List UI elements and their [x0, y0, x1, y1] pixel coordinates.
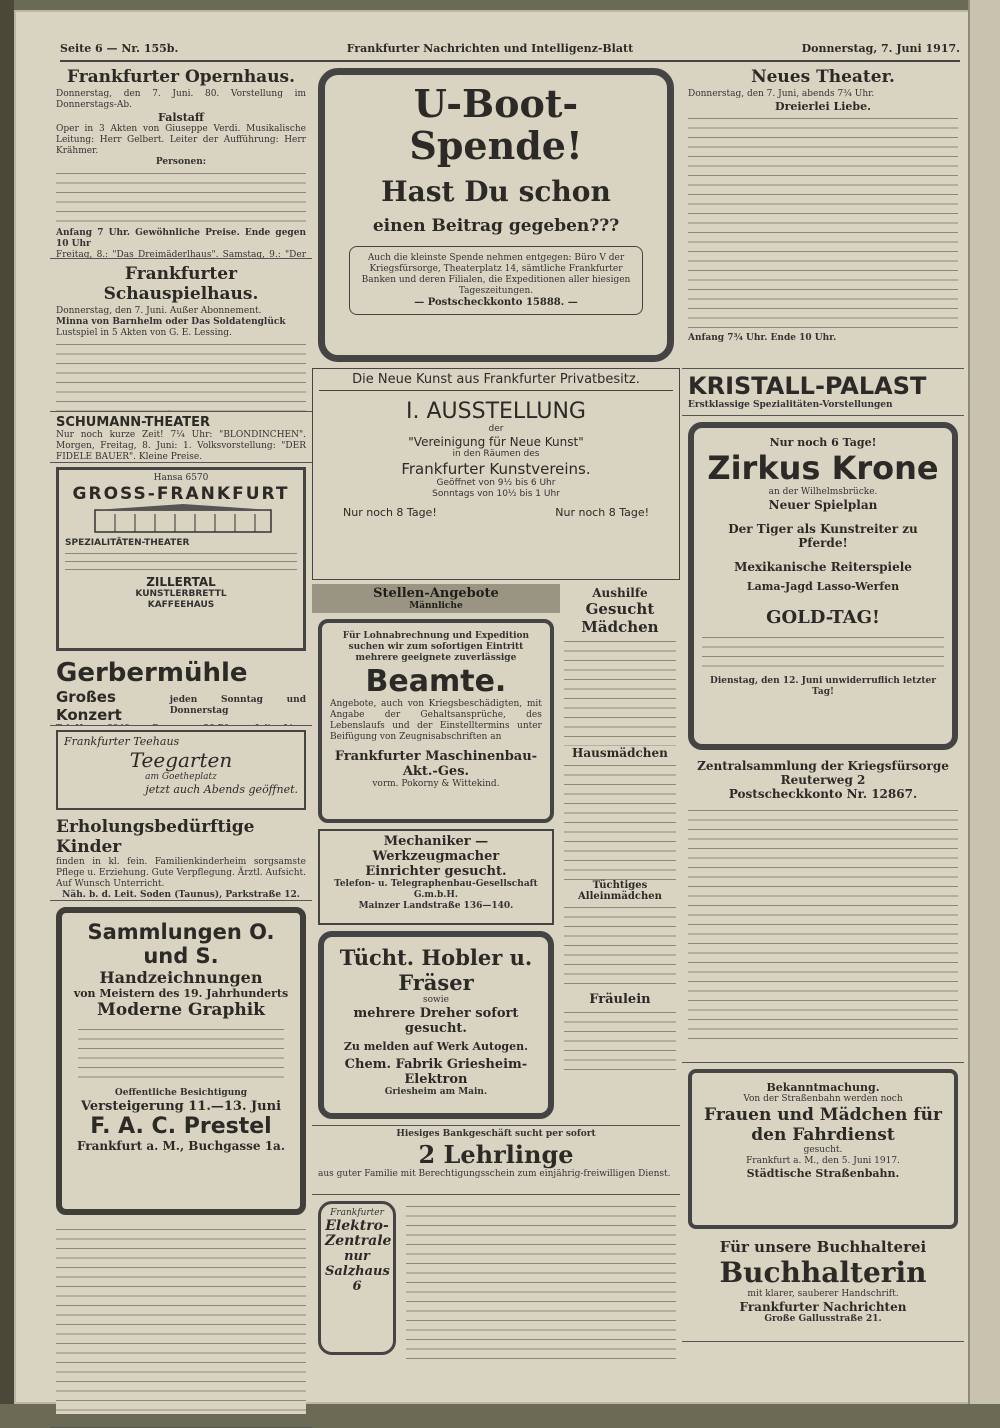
aushilfe-maedchen: Mädchen [581, 618, 659, 636]
aushilfe-fraulein: Fräulein [589, 992, 651, 1007]
opera-next: Freitag, 8.: "Das Dreimäderlhaus". Samstag, 9.: "Der [56, 250, 306, 259]
bekannt-date: Frankfurt a. M., den 5. Juni 1917. [746, 1156, 900, 1166]
kristall-sub: Erstklassige Spezialitäten-Vorstellungen [688, 400, 893, 410]
buchhalterin-ad [682, 1235, 964, 1342]
lehr-intro: Hiesiges Bankgeschäft sucht per sofort [396, 1129, 596, 1139]
prestel-address: Frankfurt a. M., Buchgasse 1a. [76, 1139, 285, 1153]
zentral-title: Zentralsammlung der Kriegsfürsorge [697, 759, 949, 773]
beamte-firm: Frankfurter Maschinenbau-Akt.-Ges. [334, 749, 538, 779]
krone-top: Nur noch 6 Tage! [769, 436, 877, 449]
neues-title: Neues Theater. [751, 67, 895, 87]
mech-firm: Telefon- u. Telegraphenbau-Gesellschaft G.m.b.H. [334, 879, 538, 900]
buch-firm: Frankfurter Nachrichten [739, 1300, 907, 1314]
prestel-masters: von Meistern des 19. Jahrhunderts [73, 987, 289, 1000]
buch-address: Große Gallusstraße 21. [764, 1314, 882, 1324]
kunst-ad [312, 368, 680, 580]
gerber-concert: Großes Konzert [56, 688, 122, 724]
gross-brettl: KUNSTLERBRETTL [135, 589, 227, 599]
schauspiel-title: Frankfurter Schauspielhaus. [103, 264, 259, 304]
elektro-l2: Elektro-Zentrale [325, 1218, 392, 1249]
neues-play: Dreierlei Liebe. [775, 100, 871, 113]
hobler-werk: Zu melden auf Werk Autogen. [343, 1040, 528, 1053]
teehaus-name: Frankfurter Teehaus [64, 735, 180, 748]
beamte-text: Angebote, auch von Kriegsbeschädigten, mit Angabe der Gehaltsansprüche, des Lebenslaufs und der Einstelltermins unter Beifügung von Zeugnisabschriften an [330, 699, 542, 742]
jobs-section [312, 584, 680, 1125]
teehaus-location: am Goetheplatz [145, 772, 217, 782]
hobler-dreher: mehrere Dreher sofort gesucht. [353, 1006, 519, 1036]
lehr-text: aus guter Familie mit Berechtigungsschein zum einjährig-freiwilligen Dienst. [318, 1169, 671, 1179]
gross-sub: SPEZIALITÄTEN-THEATER [65, 538, 190, 548]
bekannt-sign: Städtische Straßenbahn. [746, 1167, 900, 1180]
krone-tiger: Der Tiger als Kunstreiter zu Pferde! [728, 522, 918, 550]
gerber-title: Gerbermühle [56, 658, 248, 688]
hobler-title: Tücht. Hobler u. Fräser [339, 945, 533, 995]
kunst-raeume: in den Räumen des [452, 449, 540, 459]
kristall-title: KRISTALL-PALAST [688, 372, 927, 400]
classified-lines [56, 1224, 306, 1414]
prestel-drawings: Handzeichnungen [99, 968, 263, 987]
lehrlinge-ad [312, 1125, 680, 1195]
gerber-tel [56, 724, 133, 726]
aushilfe-title: Aushilfe [592, 586, 648, 600]
gross-zillertal: ZILLERTAL [146, 575, 216, 589]
schumann-text: Nur noch kurze Zeit! 7¼ Uhr: "BLONDINCHEN". Morgen, Freitag, 8. Juni: 1. Volksvorstellung: "DER FIDELE BAUER". Kleine Preise. [56, 430, 306, 462]
kunst-verein: Frankfurter Kunstvereins. [401, 460, 591, 478]
schauspiel-date: Donnerstag, den 7. Juni. Außer Abonnement. [56, 306, 262, 316]
aushilfe-gesucht: Gesucht [585, 600, 655, 618]
page-header [60, 42, 960, 62]
bekannt-l3: gesucht. [803, 1145, 843, 1155]
krone-ad [688, 422, 958, 750]
mech-address: Mainzer Landstraße 136—140. [358, 901, 514, 911]
krone-lines [702, 632, 944, 672]
stellen-title: Stellen-Angebote [373, 586, 499, 601]
krone-bridge: an der Wilhelmsbrücke. [768, 487, 878, 497]
bekannt-l1: Von der Straßenbahn werden noch [743, 1094, 903, 1104]
gross-phone: Hansa 6570 [153, 473, 209, 483]
hobler-ad [318, 931, 554, 1119]
strassenbahn-ad [688, 1069, 958, 1229]
classifieds-small [50, 1221, 312, 1428]
uboot-contribution: einen Beitrag gegeben??? [372, 215, 620, 236]
uboot-info: Auch die kleinste Spende nehmen entgegen: Büro V der Kriegsfürsorge, Theaterplatz 14, sämtliche Frankfurter Banken und deren Filialen, die Expeditionen aller hiesigen Tageszeitungen. [361, 252, 631, 296]
opera-play: Falstaff [158, 111, 204, 124]
page-number: Seite 6 — Nr. 155b. [60, 42, 179, 55]
bekannt-l2: Frauen und Mädchen für den Fahrdienst [704, 1105, 942, 1145]
buch-text: mit klarer, sauberer Handschrift. [747, 1289, 899, 1299]
mechaniker-ad [318, 829, 554, 925]
krone-lama: Lama-Jagd Lasso-Werfen [746, 580, 900, 593]
gerbermuehle-ad [50, 655, 312, 726]
beamte-firm2: vorm. Pokorny & Wittekind. [372, 779, 500, 789]
gross-kaffee: KAFFEEHAUS [147, 600, 215, 610]
prestel-name: F. A. C. Prestel [90, 1114, 272, 1139]
krone-last: Dienstag, den 12. Juni unwiderruflich letzter Tag! [710, 676, 936, 697]
gross-frankfurt-ad [56, 467, 306, 651]
gerber-days: jeden Sonntag und Donnerstag [169, 695, 306, 716]
aushilfe-lines-3 [564, 902, 676, 992]
opera-listing [50, 62, 312, 259]
column-left [50, 62, 312, 1428]
kunst-vereinigung: "Vereinigung für Neue Kunst" [408, 435, 584, 449]
stellen-header [312, 584, 560, 613]
bekannt-title: Bekanntmachung. [766, 1081, 880, 1094]
beamte-ad [318, 619, 554, 823]
prestel-ad [56, 907, 306, 1215]
prestel-graphik: Moderne Graphik [97, 1000, 265, 1020]
aushilfe-lines-4 [564, 1007, 676, 1077]
aushilfe-lines-1 [564, 636, 676, 746]
schauspiel-play: Minna von Barnhelm oder Das Soldatenglück [56, 317, 286, 327]
erholung-title: Erholungsbedürftige Kinder [56, 817, 255, 857]
mech-sub: Einrichter gesucht. [365, 864, 507, 879]
uboot-question: Hast Du schon [381, 174, 611, 208]
bottom-classifieds [312, 1195, 680, 1365]
elektro-l3: nur Salzhaus 6 [325, 1249, 390, 1294]
erholung-address: Näh. b. d. Leit. Soden (Taunus), Parkstraße 12. [62, 890, 300, 900]
schauspiel-listing [50, 259, 312, 412]
bottom-lines [406, 1201, 676, 1359]
prestel-artists [78, 1024, 284, 1084]
beamte-intro: Für Lohnabrechnung und Expedition suchen wir zum sofortigen Eintritt mehrere geeignete zuverlässige [342, 631, 530, 663]
krone-title: Zirkus Krone [707, 449, 939, 487]
column-center [312, 62, 680, 1365]
zentralsammlung [682, 756, 964, 1063]
krone-mexico: Mexikanische Reiterspiele [734, 560, 912, 574]
krone-spielplan: Neuer Spielplan [768, 498, 878, 512]
mech-title: Mechaniker — Werkzeugmacher [372, 834, 500, 864]
kunst-days-left-2: Nur noch 8 Tage! [555, 506, 649, 519]
neues-date: Donnerstag, den 7. Juni, abends 7¾ Uhr. [688, 89, 875, 99]
gross-title: GROSS-FRANKFURT [72, 484, 290, 504]
stellen-sub: Männliche [409, 601, 463, 611]
zentral-account: Postscheckkonto Nr. 12867. [728, 787, 918, 801]
beamte-title: Beamte. [365, 664, 507, 699]
masthead: Frankfurter Nachrichten und Intelligenz-Blatt [346, 42, 634, 55]
schauspiel-author: Lustspiel in 5 Akten von G. E. Lessing. [56, 328, 232, 338]
gross-lines [65, 549, 297, 575]
aushilfe-haus: Hausmädchen [572, 746, 668, 760]
kunst-sunday: Sonntags von 10½ bis 1 Uhr [432, 489, 560, 499]
uboot-account: — Postscheckkonto 15888. — [414, 296, 578, 308]
kristall-ad [682, 369, 964, 416]
erholung-ad [50, 814, 312, 901]
elektro-l1: Frankfurter [330, 1208, 384, 1218]
column-right [682, 62, 964, 1342]
opera-cast-lines [56, 168, 306, 228]
opera-date: Donnerstag, den 7. Juni. 80. Vorstellung im Donnerstags-Ab. [56, 89, 306, 110]
zentral-donor-lines [688, 805, 958, 1045]
kunst-title: I. AUSSTELLUNG [406, 399, 586, 424]
adjacent-page-edge [968, 0, 1000, 1404]
neues-theater [682, 62, 964, 369]
elektro-ad [318, 1201, 396, 1355]
jobs-left [312, 584, 560, 1125]
schumann-ad [50, 412, 312, 463]
prestel-auction: Versteigerung 11.—13. Juni [80, 1099, 282, 1114]
hobler-sowie: sowie [422, 995, 449, 1005]
buch-intro: Für unsere Buchhalterei [719, 1238, 927, 1256]
prestel-viewing: Oeffentliche Besichtigung [114, 1088, 248, 1098]
teehaus-title: Teegarten [129, 748, 233, 772]
krone-goldtag: GOLD-TAG! [766, 607, 880, 628]
gerber-program [152, 724, 235, 726]
schumann-title: SCHUMANN-THEATER [56, 415, 211, 430]
aushilfe-lines-2 [564, 760, 676, 880]
neues-times: Anfang 7¾ Uhr. Ende 10 Uhr. [688, 333, 837, 343]
opera-personen: Personen: [155, 157, 207, 167]
hobler-firm: Chem. Fabrik Griesheim-Elektron [344, 1057, 528, 1087]
kunst-days-left: Nur noch 8 Tage! [343, 506, 437, 519]
opera-times: Anfang 7 Uhr. Gewöhnliche Preise. Ende gegen 10 Uhr [56, 228, 306, 249]
opera-info: Oper in 3 Akten von Giuseppe Verdi. Musikalische Leitung: Herr Gelbert. Leiter der Aufführung: Herr Krähmer. [56, 124, 306, 156]
lehr-title: 2 Lehrlinge [418, 1140, 574, 1169]
zentral-address: Reuterweg 2 [780, 773, 866, 787]
opera-title: Frankfurter Opernhaus. [66, 67, 296, 87]
schauspiel-cast-lines [56, 339, 306, 411]
neues-cast-lines [688, 113, 958, 333]
binding-edge [0, 0, 14, 1404]
kunst-head: Die Neue Kunst aus Frankfurter Privatbesitz. [319, 372, 673, 391]
aushilfe-allein: Tüchtiges Alleinmädchen [578, 880, 662, 902]
teehaus-hours: jetzt auch Abends geöffnet. [145, 783, 298, 796]
gerber-owner [255, 724, 306, 726]
erholung-text: finden in kl. fein. Familienkinderheim sorgsamste Pflege u. Erziehung. Gute Verpflegung. Ärztl. Aufsicht. Auf Wunsch Unterricht. [56, 857, 306, 889]
teehaus-ad [56, 730, 306, 810]
building-illustration [65, 504, 301, 534]
kunst-hours: Geöffnet von 9½ bis 6 Uhr [436, 478, 556, 488]
hobler-location: Griesheim am Main. [384, 1087, 488, 1097]
uboot-title: U-Boot-Spende! [409, 81, 583, 168]
issue-date: Donnerstag, 7. Juni 1917. [801, 42, 960, 55]
jobs-right [560, 584, 680, 1125]
buch-title: Buchhalterin [719, 1256, 927, 1289]
prestel-title: Sammlungen O. und S. [87, 920, 275, 968]
kunst-der: der [488, 424, 504, 434]
uboot-ad [318, 68, 674, 362]
